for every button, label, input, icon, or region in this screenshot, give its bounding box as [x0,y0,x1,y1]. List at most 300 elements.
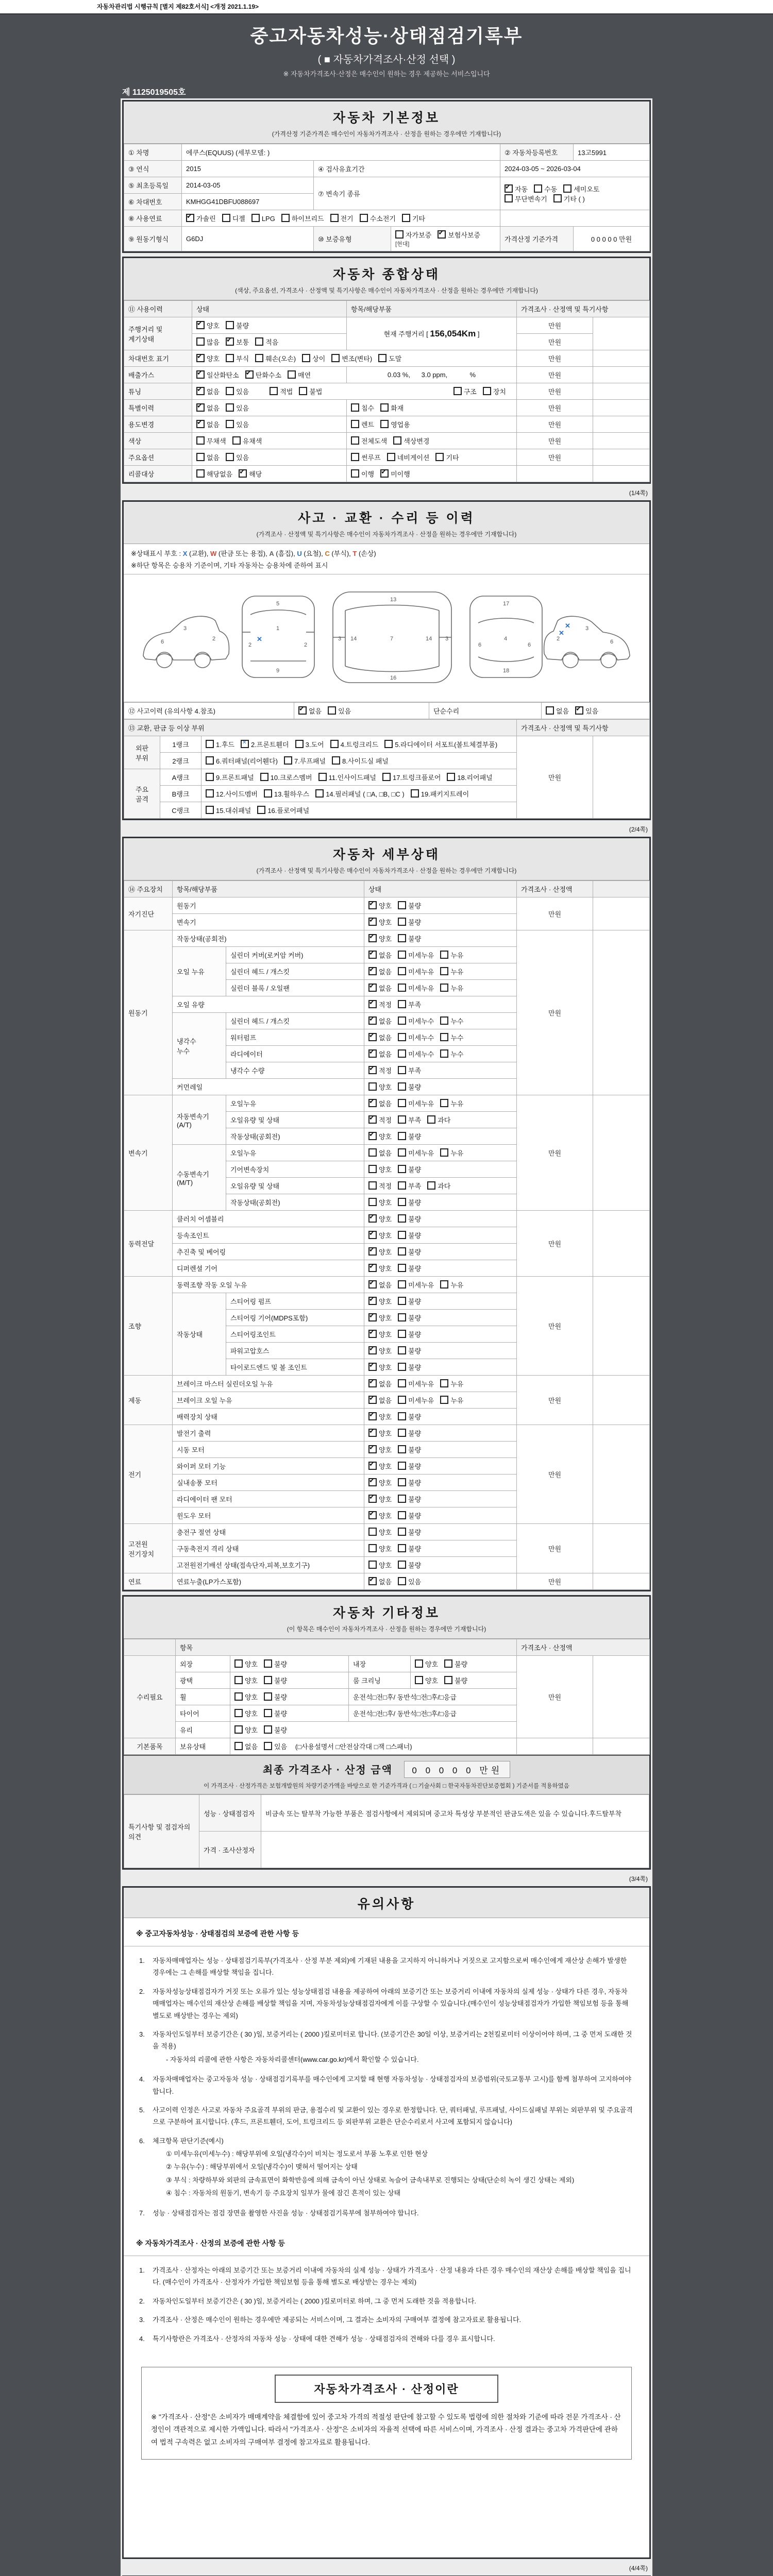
checkbox-option[interactable]: 불량 [398,1461,421,1471]
checkbox[interactable] [398,1412,406,1420]
checkbox-option[interactable]: ✔ 없음 [368,983,392,993]
checkbox-option[interactable]: 미세누수 [398,1032,434,1042]
checkbox[interactable] [257,806,265,814]
checkbox-option[interactable]: ✔ 일산화탄소 [196,370,239,380]
checkbox[interactable] [360,214,368,222]
checkbox-option[interactable]: 양호 [234,1659,258,1669]
checkbox[interactable] [380,469,389,478]
checkbox-option[interactable]: ✔ 없음 [368,1016,392,1026]
checkbox[interactable] [330,740,339,748]
checkbox[interactable] [368,1264,377,1272]
checkbox[interactable] [264,1725,272,1734]
checkbox-option[interactable]: 불량 [398,1346,421,1355]
checkbox-option[interactable]: ✔ 없음 [368,1577,392,1586]
checkbox[interactable] [440,1379,448,1387]
checkbox-option[interactable]: 불량 [398,1428,421,1438]
checkbox[interactable] [398,1247,406,1256]
checkbox-option[interactable]: 불량 [398,1230,421,1240]
checkbox-option[interactable]: 적정 [368,1181,392,1191]
checkbox[interactable] [440,1148,448,1157]
checkbox[interactable] [206,773,214,781]
checkbox-option[interactable]: 렌트 [351,419,374,429]
checkbox[interactable] [260,773,268,781]
checkbox[interactable] [226,387,234,395]
checkbox[interactable] [206,789,214,798]
checkbox-option[interactable]: 불량 [264,1725,287,1735]
checkbox-option[interactable]: 8.사이드실 패널 [332,756,389,766]
checkbox[interactable] [368,1561,377,1569]
checkbox-option[interactable]: 불량 [398,1329,421,1339]
checkbox[interactable] [368,918,377,926]
checkbox[interactable] [255,354,263,362]
checkbox[interactable] [368,1577,377,1585]
checkbox[interactable] [368,1198,377,1206]
checkbox-option[interactable]: 12.사이드멤버 [206,789,258,799]
checkbox-option[interactable]: 수소전기 [360,213,396,223]
checkbox-option[interactable]: 누유 [440,1098,463,1108]
checkbox-option[interactable]: 누유 [440,1148,463,1158]
checkbox-option[interactable]: ✔ 양호 [368,1247,392,1257]
checkbox[interactable] [234,1709,243,1717]
checkbox[interactable] [368,1247,377,1256]
checkbox-option[interactable]: 누유 [440,950,463,960]
checkbox[interactable] [368,1000,377,1008]
checkbox[interactable] [384,740,393,748]
checkbox-option[interactable]: LPG [251,214,275,223]
checkbox-option[interactable]: 도말 [378,353,401,363]
checkbox-option[interactable]: ✔ 없음 [368,1395,392,1405]
checkbox[interactable] [206,740,214,748]
checkbox-option[interactable]: 영업용 [380,419,410,429]
checkbox[interactable] [393,436,401,445]
checkbox[interactable] [398,984,406,992]
checkbox[interactable] [302,354,310,362]
checkbox[interactable] [440,1396,448,1404]
checkbox[interactable] [380,403,389,412]
checkbox-option[interactable]: 양호 [234,1675,258,1685]
checkbox-option[interactable]: 양호 [368,1544,392,1553]
checkbox-option[interactable]: 양호 [368,1164,392,1174]
checkbox[interactable] [398,1346,406,1354]
checkbox-option[interactable]: 화재 [380,403,404,413]
checkbox-option[interactable]: 과다 [427,1181,450,1191]
checkbox[interactable] [368,1231,377,1239]
checkbox-option[interactable]: 불량 [398,1527,421,1537]
checkbox-option[interactable]: ✔ 양호 [368,1428,392,1438]
checkbox-option[interactable]: 기타 ( ) [553,194,585,204]
checkbox-option[interactable]: 양호 [368,1197,392,1207]
checkbox[interactable] [534,184,542,193]
checkbox-option[interactable]: 양호 [234,1725,258,1735]
checkbox-option[interactable]: ✔ 양호 [368,1214,392,1224]
checkbox-option[interactable]: ✔ 없음 [368,1379,392,1388]
checkbox[interactable] [368,1280,377,1289]
checkbox[interactable] [264,1709,272,1717]
checkbox[interactable] [398,1099,406,1107]
checkbox-option[interactable]: 1.후드 [206,739,234,749]
checkbox[interactable] [196,469,205,478]
checkbox-option[interactable]: ✔ 양호 [368,1412,392,1421]
checkbox[interactable] [398,1033,406,1041]
checkbox[interactable] [368,1478,377,1486]
checkbox[interactable] [402,214,410,222]
checkbox-option[interactable]: 부족 [398,1181,421,1191]
checkbox-option[interactable]: 무채색 [196,436,226,446]
checkbox-option[interactable]: 미세누유 [398,950,434,960]
checkbox[interactable] [368,1214,377,1223]
checkbox-option[interactable]: 누유 [440,967,463,976]
checkbox-option[interactable]: ✔자동 [505,184,528,194]
checkbox[interactable] [241,740,249,748]
checkbox[interactable] [444,1659,452,1668]
checkbox[interactable] [226,354,234,362]
checkbox[interactable] [398,1462,406,1470]
checkbox[interactable] [415,1659,423,1668]
checkbox[interactable] [368,1016,377,1025]
checkbox-option[interactable]: 불법 [299,386,322,396]
checkbox[interactable] [398,1445,406,1453]
checkbox[interactable] [368,934,377,942]
checkbox-option[interactable]: 13.휠하우스 [264,789,309,799]
checkbox[interactable] [398,1561,406,1569]
checkbox[interactable] [368,1462,377,1470]
checkbox-option[interactable]: 불량 [398,1445,421,1454]
checkbox-option[interactable]: 9.프론트패널 [206,772,254,782]
checkbox-option[interactable]: 불량 [398,1214,421,1224]
checkbox[interactable] [411,789,419,798]
checkbox[interactable] [398,1396,406,1404]
checkbox[interactable] [239,469,247,478]
checkbox-option[interactable]: ✔ 양호 [368,1478,392,1487]
checkbox-option[interactable]: 미세누유 [398,1148,434,1158]
checkbox-option[interactable]: 14.필러패널 ( □A, □B, □C ) [315,789,405,799]
checkbox-option[interactable]: ✔ 양호 [368,1362,392,1372]
checkbox-option[interactable]: 미세누유 [398,1379,434,1388]
checkbox-option[interactable]: 부족 [398,999,421,1009]
checkbox-option[interactable]: ✔ 양호 [368,1329,392,1339]
checkbox[interactable] [427,1181,435,1190]
checkbox-option[interactable]: 불량 [398,1412,421,1421]
checkbox[interactable] [398,1577,406,1585]
checkbox-option[interactable]: 누유 [440,1280,463,1290]
checkbox[interactable] [398,1363,406,1371]
checkbox-option[interactable]: 불량 [398,917,421,927]
checkbox-option[interactable]: 불량 [398,1544,421,1553]
checkbox-option[interactable]: ✔ 적정 [368,1065,392,1075]
checkbox-option[interactable]: 4.트렁크리드 [330,739,379,749]
checkbox[interactable] [368,1346,377,1354]
checkbox-option[interactable]: 10.크로스멤버 [260,772,312,782]
checkbox-option[interactable]: 있음 [328,706,351,716]
checkbox[interactable] [398,1429,406,1437]
checkbox-option[interactable]: 해당없음 [196,469,232,479]
checkbox[interactable] [196,370,205,379]
checkbox[interactable] [288,370,296,379]
checkbox-option[interactable]: 미세누수 [398,1016,434,1026]
checkbox[interactable] [284,756,292,765]
checkbox[interactable] [415,1676,423,1684]
checkbox-option[interactable]: ✔ 있음 [575,706,598,716]
checkbox[interactable] [299,387,307,395]
checkbox[interactable] [368,1082,377,1091]
checkbox-option[interactable]: 불량 [398,1296,421,1306]
checkbox[interactable] [295,740,304,748]
checkbox[interactable] [440,1016,448,1025]
checkbox[interactable] [398,1132,406,1140]
checkbox[interactable] [270,387,278,395]
checkbox[interactable] [398,1066,406,1074]
checkbox[interactable] [264,1742,272,1750]
checkbox-option[interactable]: 양호 [415,1659,438,1669]
checkbox-option[interactable]: 있음 [226,419,249,429]
checkbox[interactable] [398,918,406,926]
checkbox[interactable] [368,1115,377,1124]
checkbox-option[interactable]: 이행 [351,469,374,479]
checkbox[interactable] [440,1099,448,1107]
checkbox[interactable] [398,1528,406,1536]
checkbox[interactable] [368,1148,377,1157]
checkbox[interactable] [398,1049,406,1058]
checkbox[interactable] [398,1231,406,1239]
checkbox[interactable] [196,337,205,346]
checkbox[interactable] [427,1115,435,1124]
checkbox[interactable] [398,1115,406,1124]
checkbox[interactable] [398,1264,406,1272]
checkbox-option[interactable]: 침수 [351,403,374,413]
checkbox[interactable] [264,1659,272,1668]
checkbox-option[interactable]: ✔ 양호 [368,1511,392,1520]
checkbox-option[interactable]: 미세누유 [398,1280,434,1290]
checkbox[interactable] [368,1511,377,1519]
checkbox-option[interactable]: 양호 [415,1675,438,1685]
checkbox-option[interactable]: ✔ 양호 [368,1494,392,1504]
checkbox-option[interactable]: 세미오토 [563,184,599,194]
checkbox-option[interactable]: 불량 [398,1197,421,1207]
checkbox-option[interactable]: ✔ 없음 [368,1098,392,1108]
checkbox[interactable] [368,1396,377,1404]
checkbox[interactable] [226,337,234,346]
checkbox-option[interactable]: ✔ 적정 [368,999,392,1009]
checkbox[interactable] [251,214,260,222]
checkbox-option[interactable]: 3.도어 [295,739,324,749]
checkbox[interactable] [398,1198,406,1206]
checkbox-option[interactable]: 하이브리드 [281,213,324,223]
checkbox-option[interactable]: 불량 [398,934,421,943]
checkbox-option[interactable]: 수동 [534,184,557,194]
checkbox[interactable] [440,1033,448,1041]
checkbox-option[interactable]: 썬루프 [351,452,381,462]
checkbox[interactable] [398,1016,406,1025]
checkbox-option[interactable]: ✔ 양호 [368,901,392,910]
checkbox-option[interactable]: 5.라디에이터 서포트(볼트체결부품) [384,739,497,749]
checkbox-option[interactable]: 미세누유 [398,1098,434,1108]
checkbox-option[interactable]: 전기 [330,213,354,223]
checkbox-option[interactable]: ✔ 탄화수소 [245,370,281,380]
checkbox-option[interactable]: ✔ 해당 [239,469,262,479]
checkbox[interactable] [368,1066,377,1074]
checkbox-option[interactable]: 불량 [398,1362,421,1372]
checkbox[interactable] [196,436,205,445]
checkbox[interactable] [351,420,359,428]
checkbox-option[interactable]: 불량 [226,320,249,330]
checkbox[interactable] [226,453,234,461]
checkbox-option[interactable]: 있음 [264,1741,287,1751]
checkbox-option[interactable]: ✔ 양호 [368,1296,392,1306]
checkbox[interactable] [398,934,406,942]
checkbox-option[interactable]: 없음 [196,452,220,462]
checkbox[interactable] [398,1082,406,1091]
checkbox[interactable] [328,706,336,715]
checkbox[interactable] [398,967,406,975]
checkbox-option[interactable]: 불량 [398,1478,421,1487]
checkbox-option[interactable]: 미세누수 [398,1049,434,1059]
checkbox-option[interactable]: 불량 [264,1659,287,1669]
checkbox-option[interactable]: 네비게이션 [387,452,430,462]
checkbox-option[interactable]: 불량 [444,1675,467,1685]
checkbox[interactable] [435,453,444,461]
checkbox-option[interactable]: 18.리어패널 [447,772,492,782]
checkbox[interactable] [234,1676,243,1684]
checkbox-option[interactable]: 상이 [302,353,325,363]
checkbox-option[interactable]: 부족 [398,1115,421,1125]
checkbox[interactable] [398,1181,406,1190]
checkbox[interactable] [382,773,391,781]
checkbox[interactable] [505,194,513,202]
checkbox[interactable] [483,387,491,395]
checkbox-option[interactable]: 불량 [264,1708,287,1718]
checkbox-option[interactable]: ✔ 양호 [368,1346,392,1355]
checkbox[interactable] [447,773,455,781]
checkbox-option[interactable]: 있음 [226,452,249,462]
checkbox-option[interactable]: 미세누유 [398,967,434,976]
checkbox-option[interactable]: 기타 [402,213,425,223]
checkbox-option[interactable]: 적음 [255,337,278,347]
checkbox-option[interactable]: 장치 [483,386,506,396]
checkbox-option[interactable]: ✔ 없음 [298,706,322,716]
checkbox[interactable] [368,1033,377,1041]
checkbox-option[interactable]: 변조(변타) [331,353,372,363]
checkbox-option[interactable]: 불량 [264,1692,287,1702]
checkbox-option[interactable]: ✔ 양호 [196,353,220,363]
checkbox-option[interactable]: ✔ 양호 [368,1263,392,1273]
checkbox[interactable] [245,370,254,379]
checkbox[interactable] [368,1313,377,1321]
checkbox[interactable] [368,1379,377,1387]
checkbox-option[interactable]: 유채색 [232,436,262,446]
checkbox-option[interactable]: ✔ 없음 [368,967,392,976]
checkbox[interactable] [264,1676,272,1684]
checkbox-option[interactable]: 누수 [440,1016,463,1026]
checkbox-option[interactable]: 6.쿼터패널(리어휀다) [206,756,278,766]
checkbox[interactable] [368,1544,377,1552]
checkbox-option[interactable]: ✔ 적정 [368,1115,392,1125]
checkbox-option[interactable]: 과다 [427,1115,450,1125]
checkbox-option[interactable]: 양호 [234,1708,258,1718]
checkbox[interactable] [378,354,386,362]
checkbox[interactable] [330,214,339,222]
checkbox-option[interactable]: 미세누유 [398,983,434,993]
checkbox-option[interactable]: 있음 [226,386,249,396]
checkbox-option[interactable]: 없음 [368,1148,392,1158]
checkbox-option[interactable]: ✔ 가솔린 [186,213,216,223]
checkbox[interactable] [368,1297,377,1305]
checkbox[interactable] [196,354,205,362]
checkbox-option[interactable]: 불량 [444,1659,467,1669]
checkbox[interactable] [351,469,359,478]
checkbox[interactable] [398,1330,406,1338]
checkbox-option[interactable]: 있음 [398,1577,421,1586]
checkbox[interactable] [368,1165,377,1173]
checkbox[interactable] [234,1742,243,1750]
checkbox[interactable] [206,756,214,765]
checkbox[interactable] [440,951,448,959]
checkbox[interactable] [395,230,404,239]
checkbox[interactable] [196,321,205,329]
checkbox[interactable] [546,706,554,715]
checkbox-option[interactable]: 15.대쉬패널 [206,805,251,815]
checkbox[interactable] [255,337,263,346]
checkbox-option[interactable]: 누유 [440,983,463,993]
checkbox-option[interactable]: ✔ 보험사보증 [438,230,480,240]
checkbox[interactable] [398,1478,406,1486]
checkbox-option[interactable]: ✔ 없음 [368,950,392,960]
checkbox-option[interactable]: 누유 [440,1395,463,1405]
checkbox-option[interactable]: 불량 [398,1313,421,1323]
checkbox[interactable] [438,230,446,239]
checkbox-option[interactable]: 많음 [196,337,220,347]
checkbox[interactable] [505,184,513,193]
checkbox[interactable] [264,789,272,798]
checkbox-option[interactable]: ✔ 없음 [368,1049,392,1059]
checkbox-option[interactable]: 누수 [440,1032,463,1042]
checkbox[interactable] [368,967,377,975]
checkbox[interactable] [398,1297,406,1305]
checkbox[interactable] [398,1165,406,1173]
checkbox-option[interactable]: 자가보증 [395,230,431,240]
checkbox[interactable] [368,901,377,909]
checkbox-option[interactable]: 양호 [368,1527,392,1537]
checkbox[interactable] [368,1181,377,1190]
checkbox[interactable] [444,1676,452,1684]
checkbox-option[interactable]: 불량 [398,901,421,910]
checkbox[interactable] [196,387,205,395]
checkbox[interactable] [264,1692,272,1701]
checkbox[interactable] [368,1495,377,1503]
checkbox[interactable] [398,1379,406,1387]
checkbox-option[interactable]: 구조 [453,386,477,396]
checkbox-option[interactable]: 16.플로어패널 [257,805,309,815]
checkbox-option[interactable]: 불량 [398,1164,421,1174]
checkbox[interactable] [398,1511,406,1519]
checkbox[interactable] [206,806,214,814]
checkbox-option[interactable]: 19.패키지트레이 [411,789,469,799]
checkbox-option[interactable]: 적법 [270,386,293,396]
checkbox-option[interactable]: ✔ 양호 [368,1230,392,1240]
checkbox[interactable] [186,214,194,222]
checkbox[interactable] [234,1659,243,1668]
checkbox-option[interactable]: ✔ 양호 [368,1461,392,1471]
checkbox-option[interactable]: ✔ 없음 [196,403,220,413]
checkbox[interactable] [315,789,324,798]
checkbox-option[interactable]: 부족 [398,1065,421,1075]
checkbox-option[interactable]: ✔ 양호 [368,917,392,927]
checkbox[interactable] [368,1363,377,1371]
checkbox-option[interactable]: 있음 [226,403,249,413]
checkbox-option[interactable]: 미세누유 [398,1395,434,1405]
checkbox[interactable] [318,773,327,781]
checkbox[interactable] [368,1528,377,1536]
checkbox[interactable] [398,1313,406,1321]
